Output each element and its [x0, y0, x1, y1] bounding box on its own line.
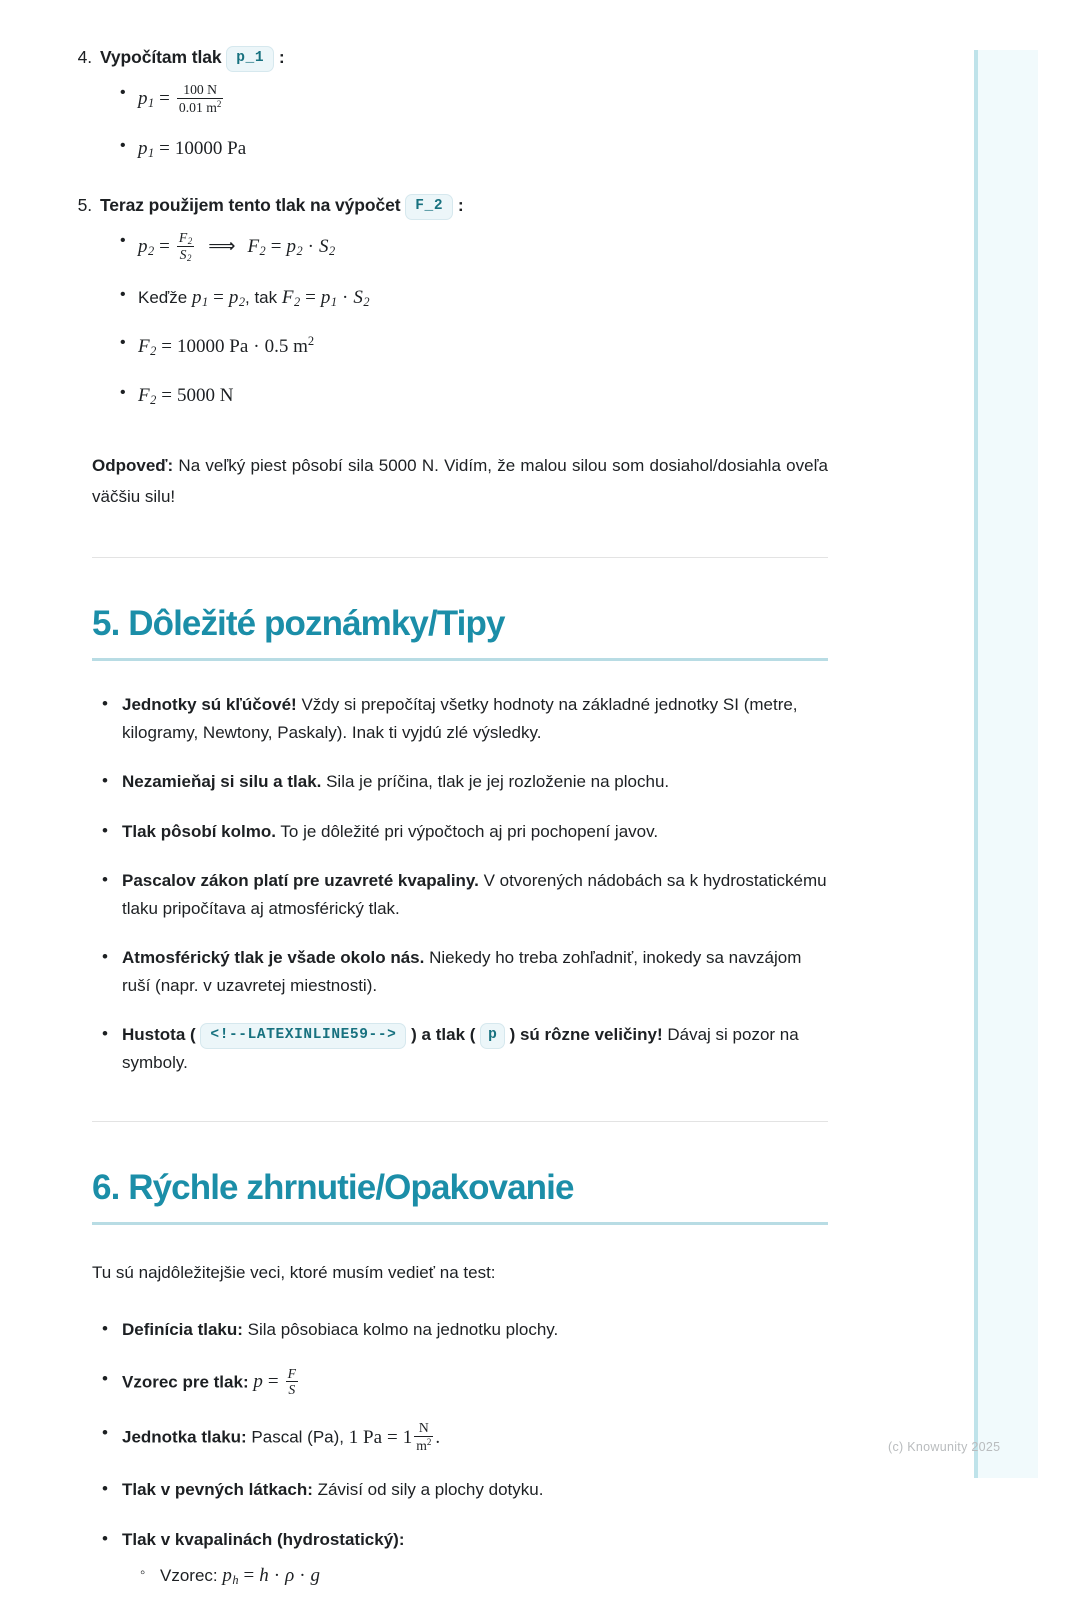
summary-bold-lead: Tlak v kvapalinách (hydrostatický): [122, 1529, 405, 1549]
fraction-numerator: N [418, 1420, 429, 1436]
note-item-pascal-law [122, 867, 828, 922]
sub-2: 2 [363, 294, 370, 309]
note-body: Niekedy ho treba zohľadniť, inokedy sa navzájom ruší (napr. v uzavretej miestnosti). [122, 948, 802, 995]
formula-p-equals-F-over-S [253, 1365, 300, 1398]
value-number: 10000 [174, 138, 223, 160]
var-F: F [281, 286, 294, 308]
sub-2: 2 [238, 294, 245, 309]
sub-2: 2 [148, 243, 155, 258]
summary-body: Sila pôsobiaca kolmo na jednotku plochy. [242, 1320, 559, 1340]
equals-sign: = [159, 138, 170, 160]
sub-1: 1 [330, 294, 338, 309]
fraction-denominator [177, 98, 224, 116]
unit-metre: m [293, 336, 308, 357]
var-p: p [228, 286, 239, 308]
note-item-density-vs-pressure [122, 1021, 828, 1076]
note-bold-lead: Jednotky sú kľúčové! [122, 695, 297, 715]
var-F: F [247, 235, 260, 257]
step-5-subitem-1 [138, 230, 828, 264]
section-6-heading: 6. Rýchle zhrnutie/Opakovanie [92, 1168, 828, 1225]
var-p: p [138, 138, 148, 160]
sub-2: 2 [186, 253, 192, 264]
summary-subitem-formula [160, 1561, 828, 1591]
multiplication-dot: · [273, 1565, 281, 1587]
summary-item-formula [122, 1366, 828, 1399]
section-divider-1 [92, 557, 828, 558]
summary-body: Závisí od sily a plochy dotyku. [312, 1480, 544, 1499]
var-F: F [287, 1365, 296, 1381]
unit-pascal: Pa [363, 1426, 382, 1448]
summary-item-unit [122, 1420, 828, 1454]
formula-p1-definition [138, 81, 225, 115]
var-S: S [318, 235, 329, 257]
denominator-text: m [416, 1438, 427, 1454]
unit-pascal: Pa [227, 138, 247, 160]
var-p: p [138, 235, 148, 257]
var-F: F [178, 229, 188, 245]
sub-2: 2 [150, 344, 157, 359]
code-chip-p: p [480, 1023, 505, 1049]
var-g: g [310, 1565, 321, 1587]
fraction-numerator: 100 N [183, 81, 218, 97]
step-5-subitem-3 [138, 332, 828, 361]
value-05: 0.5 [264, 336, 289, 357]
var-S: S [179, 247, 187, 263]
var-p: p [222, 1565, 232, 1587]
summary-item-liquids [122, 1526, 828, 1592]
note-item-force-vs-pressure [122, 768, 828, 796]
equals-sign: = [159, 87, 170, 109]
solution-steps-list [77, 44, 828, 410]
step-5-heading [77, 192, 828, 220]
value-one: 1 [402, 1426, 413, 1448]
equals-sign: = [270, 235, 282, 257]
document-content [0, 44, 920, 1591]
summary-bold-lead: Definícia tlaku: [122, 1320, 243, 1340]
note-bold-lead-mid: ) a tlak ( [411, 1025, 476, 1045]
equals-sign: = [161, 336, 172, 357]
summary-bold-lead: Vzorec pre tlak: [122, 1371, 249, 1391]
step-4-title: Vypočítam tlak [100, 47, 222, 67]
answer-text: Na veľký piest pôsobí sila 5000 N. Vidím, že malou silou som dosiahol/dosiahla oveľa väčšiu silu! [92, 456, 828, 507]
formula-pascal-unit [348, 1420, 441, 1454]
equals-sign: = [161, 384, 172, 406]
summary-item-definition [122, 1316, 828, 1344]
equals-sign: = [305, 286, 316, 308]
answer-label: Odpoveď: [92, 456, 174, 475]
step-5-title: Teraz použijem tento tlak na výpočet [100, 194, 401, 215]
unit-pascal: Pa [229, 336, 249, 357]
step-5-number: 5. [77, 194, 92, 215]
denominator-text: 0.01 m [178, 99, 217, 115]
section-6-intro: Tu sú najdôležitejšie veci, ktoré musím vedieť na test: [92, 1262, 496, 1282]
note-body: To je dôležité pri výpočtoch aj pri pochopení javov. [275, 821, 659, 841]
implies-arrow: ⟹ [208, 235, 236, 257]
summary-sublist-liquids [122, 1561, 828, 1591]
formula-p1-equals-p2 [192, 287, 245, 308]
text-kedze: Keďže [138, 287, 188, 307]
step-4-subitem-1 [138, 82, 828, 116]
code-chip-latexinline59: <!--LATEXINLINE59--> [200, 1023, 406, 1049]
sub-2: 2 [293, 294, 301, 309]
fraction-numerator [286, 1366, 298, 1382]
multiplication-dot: · [299, 1565, 306, 1587]
formula-p2-definition [138, 229, 336, 264]
unit-newton: N [219, 384, 234, 406]
step-5-colon: : [457, 194, 464, 215]
note-item-atmospheric [122, 944, 828, 999]
sub-1: 1 [148, 96, 155, 111]
var-S: S [353, 286, 363, 308]
step-5-subitem-2 [138, 284, 828, 313]
code-chip-f2: F_2 [405, 194, 453, 220]
answer-paragraph [92, 450, 828, 513]
note-body: Sila je príčina, tlak je jej rozloženie na plochu. [321, 772, 670, 792]
right-decorative-panel [974, 50, 1038, 1478]
fraction-F2-over-S2 [177, 230, 194, 264]
equals-sign: = [387, 1426, 398, 1448]
equals-sign: = [213, 286, 224, 308]
summary-bold-lead: Tlak v pevných látkach: [122, 1480, 313, 1499]
multiplication-dot: · [342, 286, 349, 308]
step-5-sublist [92, 230, 828, 410]
var-h: h [259, 1565, 269, 1587]
equals-sign: = [267, 1370, 279, 1392]
multiplication-dot: · [307, 235, 314, 257]
formula-F2-calculation [138, 336, 314, 357]
value-10000: 10000 [177, 336, 225, 357]
period: . [435, 1426, 441, 1448]
value-5000: 5000 [177, 384, 215, 406]
fraction-numerator [177, 230, 194, 247]
step-4-colon: : [278, 47, 285, 67]
var-rho: ρ [285, 1565, 295, 1587]
note-body: V otvorených nádobách sa k hydrostatickému tlaku pripočítava aj atmosférický tlak. [122, 871, 827, 918]
unit-exponent: 2 [307, 334, 315, 349]
fraction-denominator [414, 1436, 433, 1454]
equals-sign: = [159, 235, 170, 257]
value-one: 1 [348, 1426, 359, 1448]
sub-2: 2 [259, 243, 266, 258]
sub-2: 2 [187, 235, 193, 246]
note-body: Vždy si prepočítaj všetky hodnoty na základné jednotky SI (metre, kilogramy, Newtony, Paskaly). Inak ti vyjdú zlé výsledky. [122, 695, 798, 742]
summary-bold-lead: Jednotka tlaku: [122, 1427, 247, 1447]
note-bold-lead: Pascalov zákon platí pre uzavreté kvapaliny. [122, 871, 479, 891]
step-4-sublist [92, 82, 828, 164]
denominator-exponent: 2 [426, 1437, 432, 1448]
subitem-label: Vzorec: [160, 1566, 218, 1586]
var-p: p [286, 235, 296, 257]
sub-2: 2 [296, 243, 303, 258]
formula-F2-equals-p1-S2 [282, 287, 370, 308]
var-F: F [138, 336, 150, 357]
copyright-watermark: (c) Knowunity 2025 [888, 1440, 1001, 1454]
var-p: p [253, 1370, 263, 1392]
code-chip-p1: p_1 [226, 46, 274, 72]
fraction-denominator [177, 246, 194, 264]
note-item-perpendicular [122, 818, 828, 846]
step-4-heading [77, 44, 828, 72]
var-p: p [138, 87, 148, 109]
sub-1: 1 [201, 294, 209, 309]
var-F: F [138, 384, 150, 406]
formula-p1-value [138, 138, 246, 159]
section-5-heading: 5. Dôležité poznámky/Tipy [92, 604, 828, 661]
note-bold-lead: Tlak pôsobí kolmo. [122, 821, 276, 841]
note-bold-lead-start: Hustota ( [122, 1025, 196, 1045]
note-bold-lead: Atmosférický tlak je všade okolo nás. [122, 948, 425, 968]
var-p: p [320, 286, 331, 308]
fraction-F-over-S [286, 1366, 298, 1399]
sub-2: 2 [328, 243, 336, 258]
section-6-summary-list [92, 1316, 828, 1591]
step-4-subitem-2 [138, 135, 828, 164]
fraction-100N-over-001m2 [177, 82, 224, 116]
formula-hydrostatic-pressure [222, 1565, 320, 1586]
section-divider-2 [92, 1121, 828, 1122]
summary-item-solids [122, 1476, 828, 1504]
note-item-units [122, 691, 828, 746]
step-4-number: 4. [77, 47, 92, 67]
step-item-4 [77, 44, 828, 164]
fraction-N-over-m2 [414, 1420, 433, 1454]
var-p: p [191, 286, 202, 308]
var-S: S [288, 1382, 296, 1398]
multiplication-dot: · [253, 336, 260, 357]
section-5-notes-list [92, 691, 828, 1076]
denominator-exponent: 2 [216, 98, 222, 109]
equals-sign: = [243, 1565, 255, 1587]
note-body: Dávaj si pozor na symboly. [122, 1025, 799, 1073]
note-bold-lead: Nezamieňaj si silu a tlak. [122, 772, 322, 792]
sub-2: 2 [150, 392, 157, 407]
fraction-denominator [286, 1381, 298, 1398]
step-item-5 [77, 192, 828, 410]
sub-1: 1 [148, 146, 155, 161]
sub-h: h [232, 1573, 239, 1588]
formula-F2-result [138, 385, 233, 406]
text-tak: , tak [245, 287, 278, 307]
note-bold-lead-end: ) sú rôzne veličiny! [509, 1025, 663, 1045]
summary-body: Pascal (Pa), [246, 1427, 349, 1447]
step-5-subitem-4 [138, 382, 828, 411]
